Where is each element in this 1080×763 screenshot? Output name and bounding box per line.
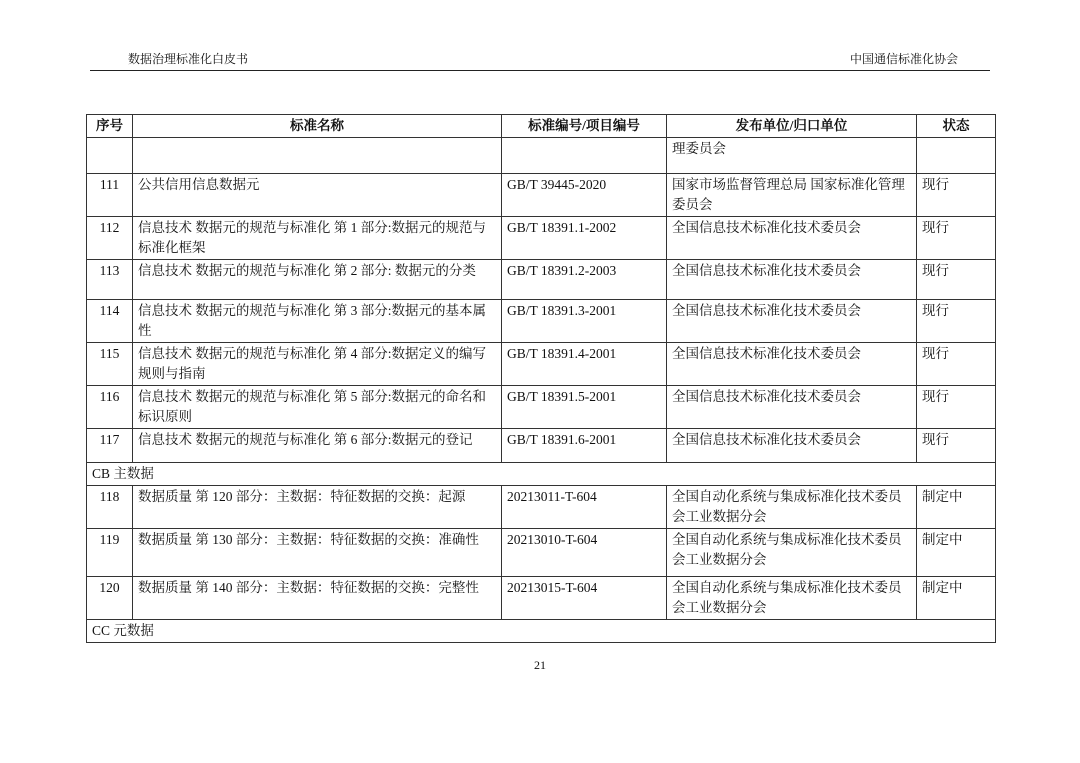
cell-number: 113	[87, 260, 133, 300]
standards-table	[86, 114, 996, 643]
cell-number: 119	[87, 529, 133, 577]
cell-organization: 全国信息技术标准化技术委员会	[667, 217, 917, 260]
table-section-row	[87, 463, 996, 486]
cell-code: GB/T 18391.3-2001	[502, 300, 667, 343]
cell-code: GB/T 18391.5-2001	[502, 386, 667, 429]
cell-organization: 全国自动化系统与集成标准化技术委员会工业数据分会	[667, 486, 917, 529]
table-header-row	[87, 115, 996, 138]
cell-status: 制定中	[917, 577, 996, 620]
cell-organization: 全国自动化系统与集成标准化技术委员会工业数据分会	[667, 577, 917, 620]
cell-status: 现行	[917, 300, 996, 343]
cell-number: 117	[87, 429, 133, 463]
cell-organization: 理委员会	[667, 138, 917, 174]
cell-code: 20213011-T-604	[502, 486, 667, 529]
table-row	[87, 260, 996, 300]
cell-code: GB/T 18391.2-2003	[502, 260, 667, 300]
cell-number: 120	[87, 577, 133, 620]
cell-number: 112	[87, 217, 133, 260]
cell-name: 数据质量 第 130 部分：主数据：特征数据的交换：准确性	[133, 529, 502, 577]
cell-number: 115	[87, 343, 133, 386]
cell-code: 20213015-T-604	[502, 577, 667, 620]
cell-organization: 全国信息技术标准化技术委员会	[667, 429, 917, 463]
cell-status: 现行	[917, 386, 996, 429]
cell-name: 信息技术 数据元的规范与标准化 第 2 部分: 数据元的分类	[133, 260, 502, 300]
cell-name: 信息技术 数据元的规范与标准化 第 3 部分:数据元的基本属性	[133, 300, 502, 343]
table-row	[87, 138, 996, 174]
col-header-code: 标准编号/项目编号	[502, 115, 667, 138]
cell-name: 信息技术 数据元的规范与标准化 第 1 部分:数据元的规范与标准化框架	[133, 217, 502, 260]
cell-name: 数据质量 第 120 部分：主数据：特征数据的交换：起源	[133, 486, 502, 529]
table-row	[87, 386, 996, 429]
cell-number: 111	[87, 174, 133, 217]
cell-name: 数据质量 第 140 部分：主数据：特征数据的交换：完整性	[133, 577, 502, 620]
table-row	[87, 174, 996, 217]
table-row	[87, 529, 996, 577]
table-row	[87, 486, 996, 529]
cell-code: GB/T 18391.4-2001	[502, 343, 667, 386]
cell-status	[917, 138, 996, 174]
header-title: 数据治理标准化白皮书	[128, 52, 249, 66]
col-header-name: 标准名称	[133, 115, 502, 138]
cell-code: GB/T 18391.1-2002	[502, 217, 667, 260]
cell-code: GB/T 18391.6-2001	[502, 429, 667, 463]
col-header-status: 状态	[917, 115, 996, 138]
cell-number	[87, 138, 133, 174]
cell-status: 现行	[917, 174, 996, 217]
table-section-row	[87, 620, 996, 643]
cell-organization: 国家市场监督管理总局 国家标准化管理委员会	[667, 174, 917, 217]
cell-status: 现行	[917, 343, 996, 386]
cell-organization: 全国信息技术标准化技术委员会	[667, 386, 917, 429]
cell-number: 114	[87, 300, 133, 343]
cell-number: 116	[87, 386, 133, 429]
cell-code: 20213010-T-604	[502, 529, 667, 577]
table-row	[87, 577, 996, 620]
cell-code	[502, 138, 667, 174]
col-header-organization: 发布单位/归口单位	[667, 115, 917, 138]
cell-status: 现行	[917, 429, 996, 463]
cell-code: GB/T 39445-2020	[502, 174, 667, 217]
page-number: 21	[534, 658, 546, 672]
cell-organization: 全国信息技术标准化技术委员会	[667, 300, 917, 343]
table-row	[87, 217, 996, 260]
section-title: CC 元数据	[87, 620, 996, 643]
cell-name	[133, 138, 502, 174]
table-row	[87, 429, 996, 463]
table-row	[87, 343, 996, 386]
cell-name: 信息技术 数据元的规范与标准化 第 6 部分:数据元的登记	[133, 429, 502, 463]
cell-status: 制定中	[917, 529, 996, 577]
cell-status: 现行	[917, 217, 996, 260]
cell-organization: 全国信息技术标准化技术委员会	[667, 260, 917, 300]
col-header-number: 序号	[87, 115, 133, 138]
cell-number: 118	[87, 486, 133, 529]
header-organization: 中国通信标准化协会	[849, 52, 958, 66]
cell-organization: 全国信息技术标准化技术委员会	[667, 343, 917, 386]
section-title: CB 主数据	[87, 463, 996, 486]
cell-name: 公共信用信息数据元	[133, 174, 502, 217]
cell-status: 制定中	[917, 486, 996, 529]
header-rule	[90, 70, 990, 71]
cell-name: 信息技术 数据元的规范与标准化 第 4 部分:数据定义的编写规则与指南	[133, 343, 502, 386]
table-row	[87, 300, 996, 343]
cell-status: 现行	[917, 260, 996, 300]
cell-organization: 全国自动化系统与集成标准化技术委员会工业数据分会	[667, 529, 917, 577]
cell-name: 信息技术 数据元的规范与标准化 第 5 部分:数据元的命名和标识原则	[133, 386, 502, 429]
